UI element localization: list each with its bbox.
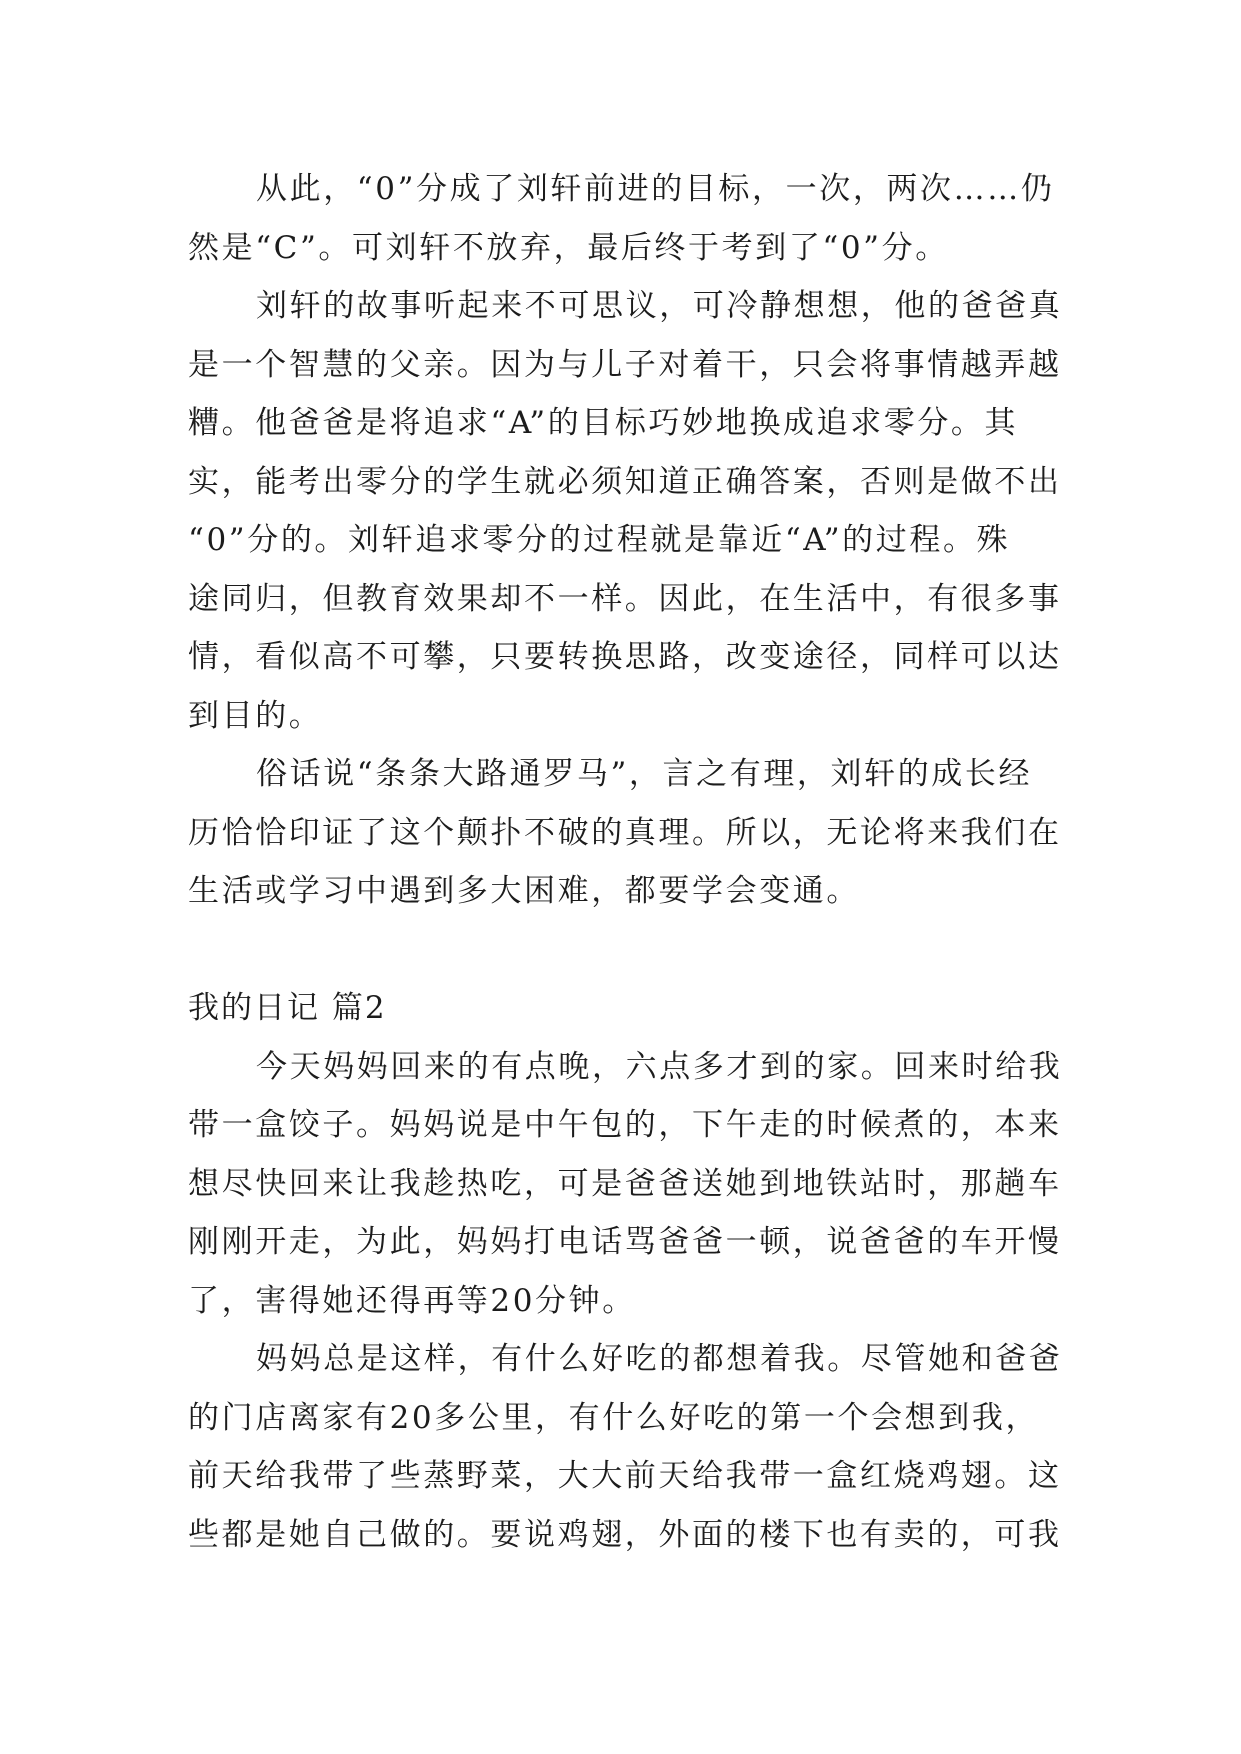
text-line: 了，害得她还得再等20分钟。	[188, 1282, 636, 1319]
paragraph	[188, 1330, 1063, 1564]
text-line: 的门店离家有20多公里，有什么好吃的第一个会想到我，	[188, 1399, 1040, 1436]
text-line: 从此，“0”分成了刘轩前进的目标，一次，两次……仍	[256, 171, 1055, 207]
text-line: 途同归，但教育效果却不一样。因此，在生活中，有很多事	[188, 580, 1062, 617]
text-line: 想尽快回来让我趁热吃，可是爸爸送她到地铁站时，那趟车	[188, 1165, 1062, 1202]
text-line: 俗话说“条条大路通罗马”，言之有理，刘轩的成长经	[256, 756, 1033, 792]
text-line: 是一个智慧的父亲。因为与儿子对着干，只会将事情越弄越	[188, 346, 1062, 383]
text-line: 些都是她自己做的。要说鸡翅，外面的楼下也有卖的，可我	[188, 1516, 1062, 1553]
text-line: “0”分的。刘轩追求零分的过程就是靠近“A”的过程。殊	[188, 522, 1011, 558]
section-spacer	[188, 921, 1056, 980]
text-line: 今天妈妈回来的有点晚，六点多才到的家。回来时给我	[256, 1048, 1063, 1085]
text-line: 历恰恰印证了这个颠扑不破的真理。所以，无论将来我们在	[188, 814, 1062, 851]
section-heading: 我的日记 篇2	[188, 990, 387, 1026]
text-line: 前天给我带了些蒸野菜，大大前天给我带一盒红烧鸡翅。这	[188, 1458, 1062, 1494]
paragraph	[188, 277, 1063, 745]
paragraph	[188, 160, 1056, 277]
text-line: 到目的。	[188, 697, 323, 734]
paragraph	[188, 745, 1062, 921]
document-body	[188, 160, 1063, 1564]
text-line: 妈妈总是这样，有什么好吃的都想着我。尽管她和爸爸	[256, 1341, 1063, 1377]
text-line: 刚刚开走，为此，妈妈打电话骂爸爸一顿，说爸爸的车开慢	[188, 1224, 1062, 1260]
text-line: 实，能考出零分的学生就必须知道正确答案，否则是做不出	[188, 463, 1062, 500]
text-line: 生活或学习中遇到多大困难，都要学会变通。	[188, 873, 860, 909]
text-line: 然是“C”。可刘轩不放弃，最后终于考到了“0”分。	[188, 229, 949, 266]
text-line: 刘轩的故事听起来不可思议，可冷静想想，他的爸爸真	[256, 288, 1063, 324]
paragraph	[188, 1038, 1063, 1331]
text-line: 糟。他爸爸是将追求“A”的目标巧妙地换成追求零分。其	[188, 405, 1019, 441]
text-line: 带一盒饺子。妈妈说是中午包的，下午走的时候煮的，本来	[188, 1107, 1062, 1143]
text-line: 情，看似高不可攀，只要转换思路，改变途径，同样可以达	[188, 639, 1062, 675]
